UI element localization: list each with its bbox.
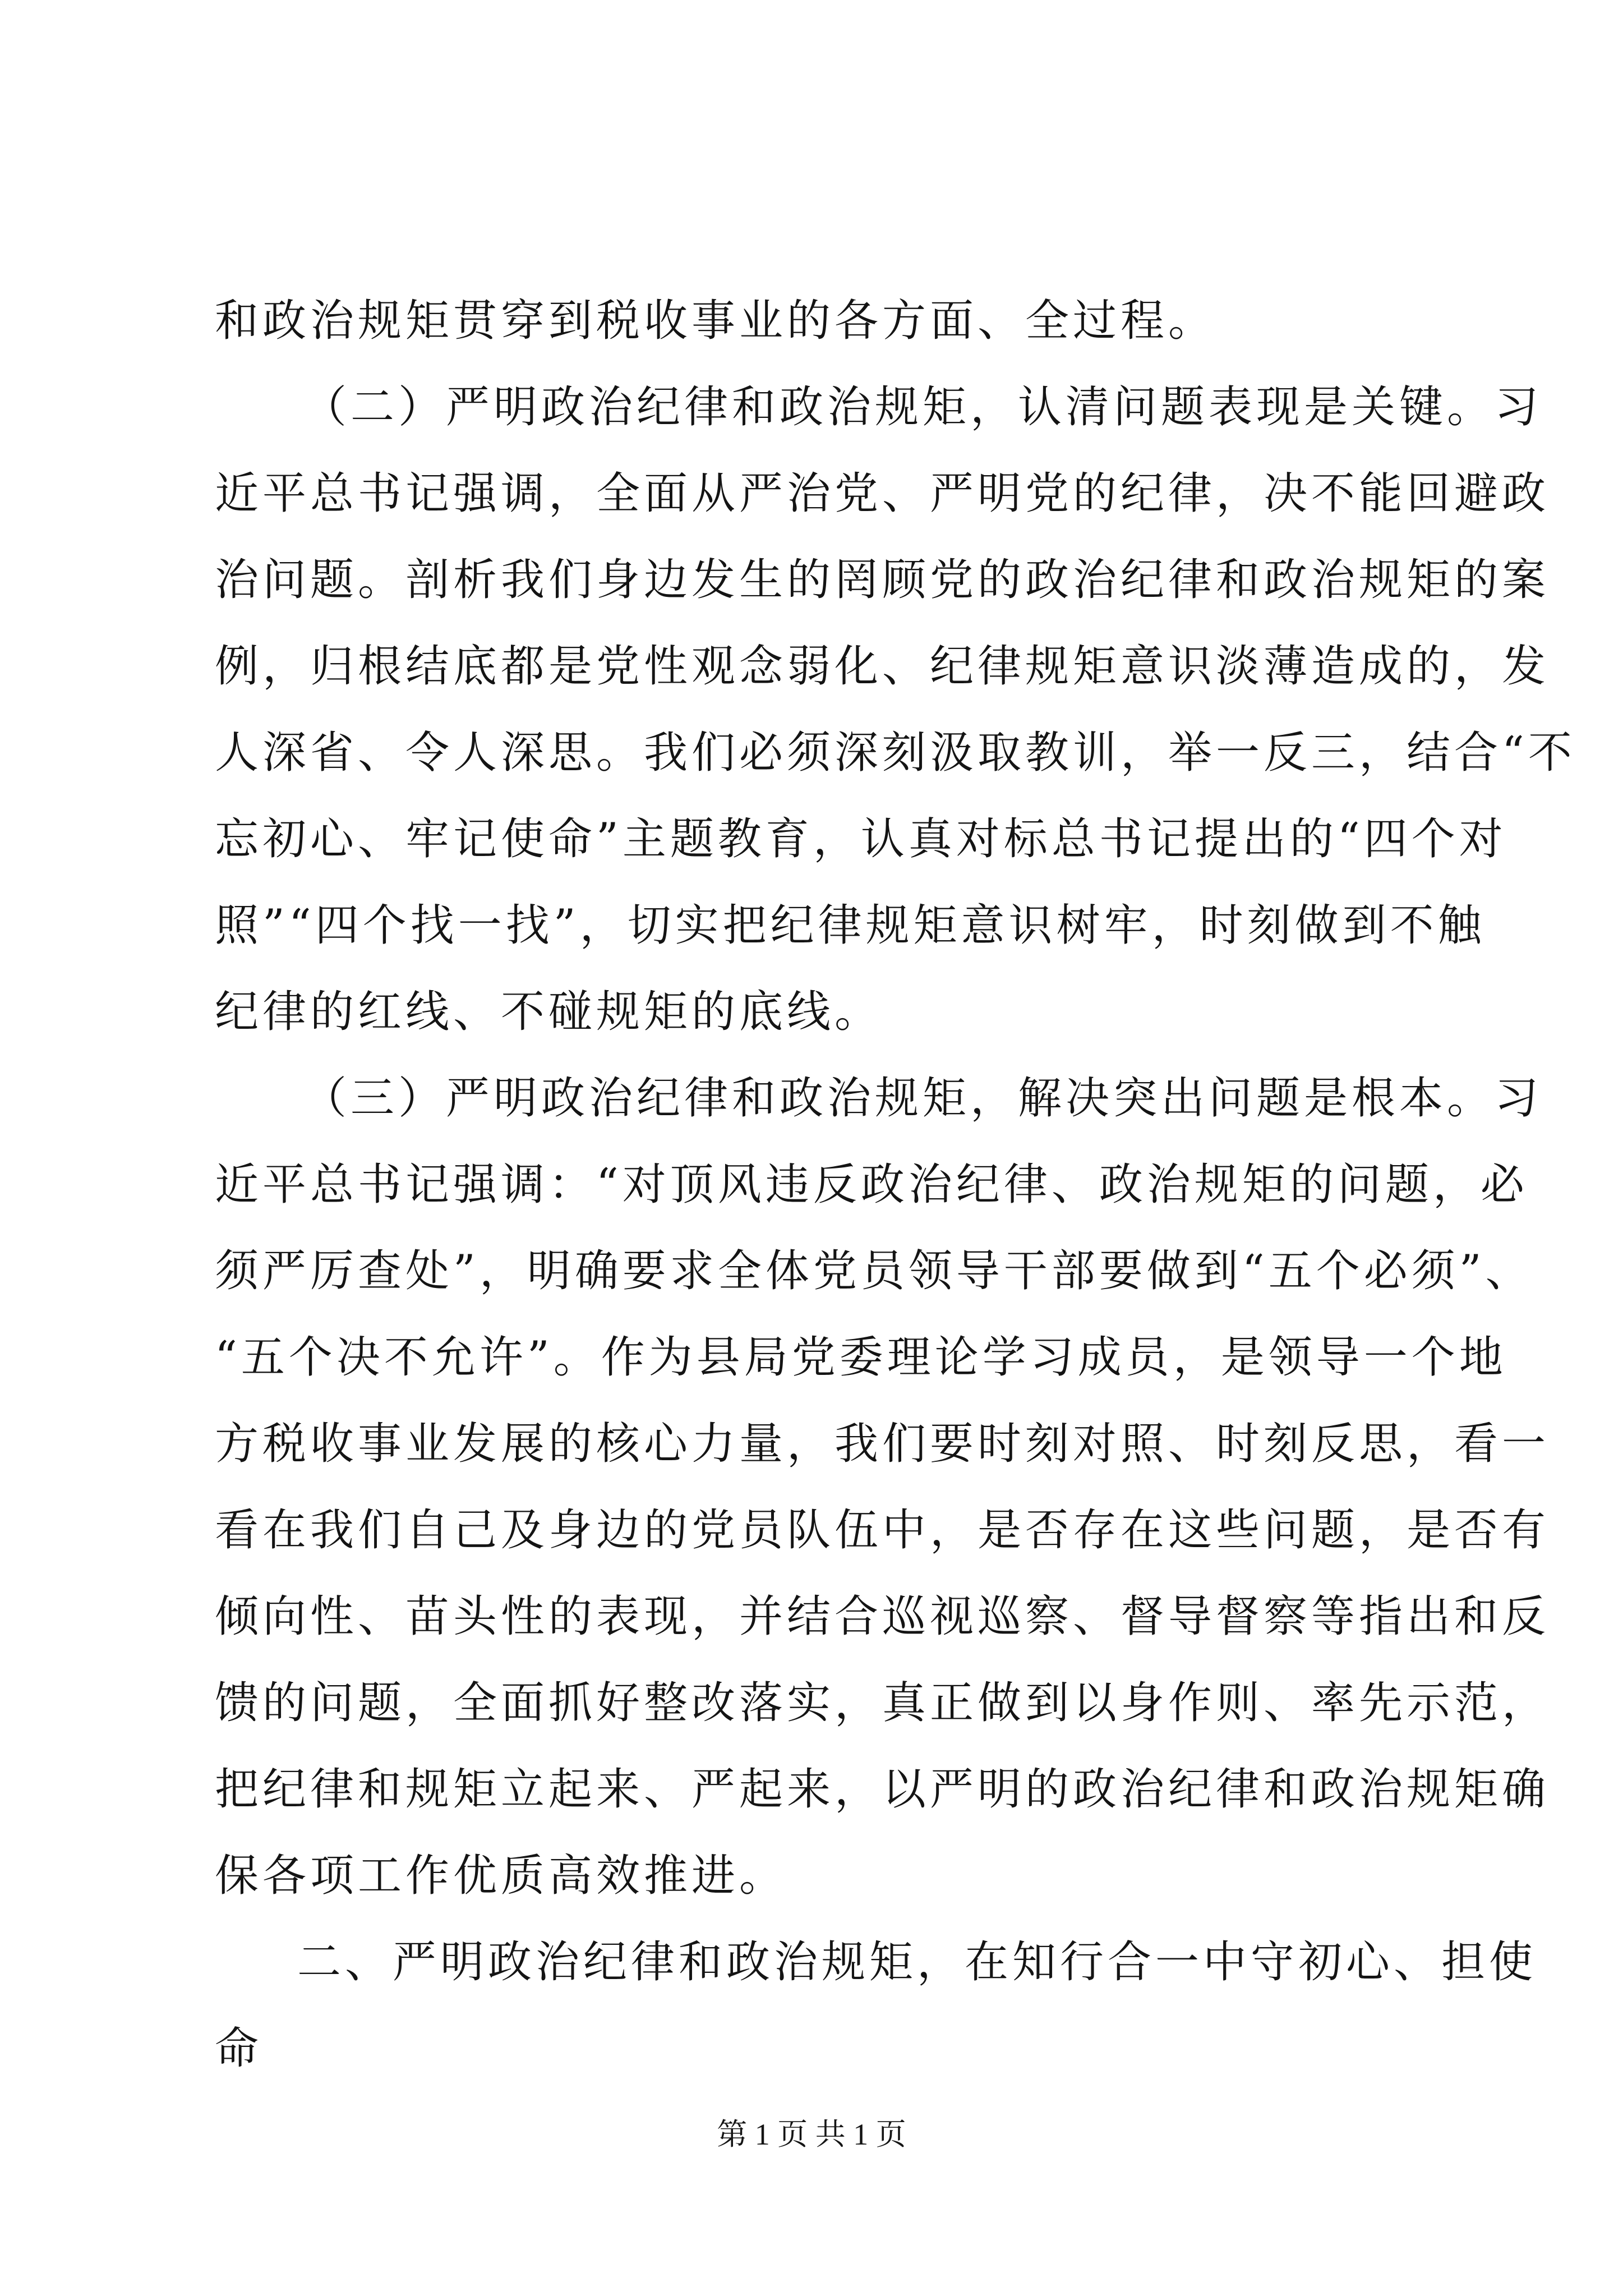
text-line: 须严厉查处”，明确要求全体党员领导干部要做到“五个必须”、 (215, 1246, 1533, 1296)
text-line: 方税收事业发展的核心力量，我们要时刻对照、时刻反思，看一 (215, 1419, 1550, 1469)
text-line: 把纪律和规矩立起来、严起来，以严明的政治纪律和政治规矩确 (215, 1764, 1550, 1815)
text-line: （三）严明政治纪律和政治规矩，解决突出问题是根本。习 (303, 1073, 1543, 1124)
text-line: 例，归根结底都是党性观念弱化、纪律规矩意识淡薄造成的，发 (215, 641, 1550, 692)
text-line: 治问题。剖析我们身边发生的罔顾党的政治纪律和政治规矩的案 (215, 555, 1550, 605)
text-line: 近平总书记强调：“对顶风违反政治纪律、政治规矩的问题，必 (215, 1159, 1528, 1210)
section-heading-line: 二、严明政治纪律和政治规矩，在知行合一中守初心、担使 (297, 1937, 1537, 1987)
text-line: （二）严明政治纪律和政治规矩，认清问题表现是关键。习 (303, 382, 1543, 432)
text-line: 纪律的红线、不碰规矩的底线。 (215, 987, 883, 1037)
page-number-footer: 第 1 页 共 1 页 (717, 2118, 906, 2151)
text-line: 人深省、令人深思。我们必须深刻汲取教训，举一反三，结合“不 (215, 728, 1576, 778)
section-heading-line: 命 (215, 2023, 263, 2074)
text-line: 忘初心、牢记使命”主题教育，认真对标总书记提出的“四个对 (215, 814, 1507, 864)
text-line: 倾向性、苗头性的表现，并结合巡视巡察、督导督察等指出和反 (215, 1591, 1550, 1642)
text-line: 看在我们自己及身边的党员队伍中，是否存在这些问题，是否有 (215, 1505, 1550, 1556)
text-line: 馈的问题，全面抓好整改落实，真正做到以身作则、率先示范， (215, 1678, 1550, 1728)
text-line: 近平总书记强调，全面从严治党、严明党的纪律，决不能回避政 (215, 468, 1550, 519)
text-line: 保各项工作优质高效推进。 (215, 1851, 787, 1901)
text-line: 和政治规矩贯穿到税收事业的各方面、全过程。 (215, 296, 1216, 346)
text-line: 照”“四个找一找”，切实把纪律规矩意识树牢，时刻做到不触 (215, 900, 1486, 951)
text-line: “五个决不允许”。作为县局党委理论学习成员，是领导一个地 (215, 1332, 1507, 1383)
